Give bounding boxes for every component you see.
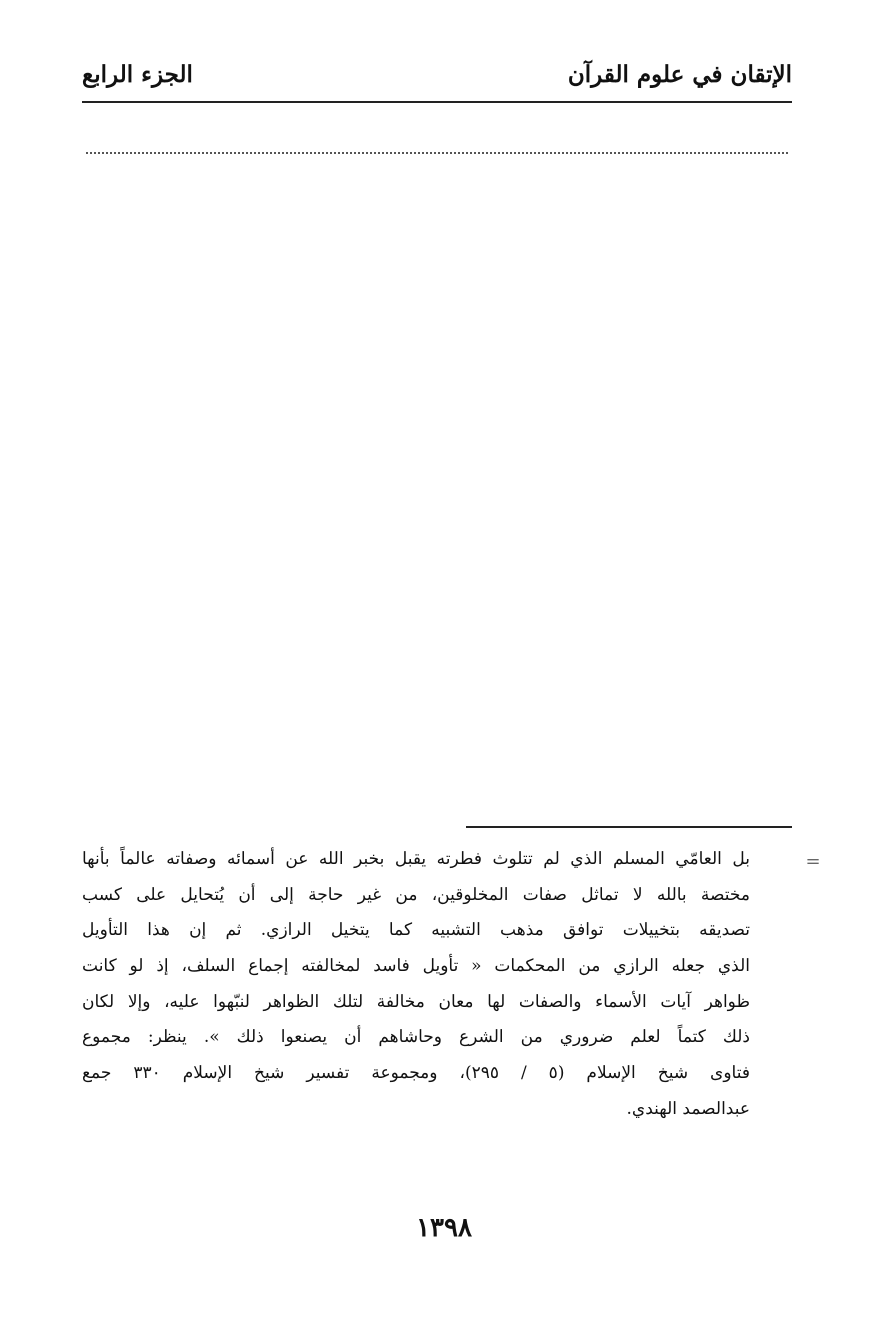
book-title: الإتقان في علوم القرآن [567,61,792,88]
header-rule [82,101,792,103]
footnote-line: الذي جعله الرازي من المحكمات « تأويل فاسد لمخالفته إجماع السلف، إذ لو كانت [82,956,750,977]
footnote-line: ذلك كتماً لعلم ضروري من الشرع وحاشاهم أن يصنعوا ذلك ». ينظر: مجموع [82,1027,750,1048]
footnote-continuation-marker: = [805,851,821,872]
footnote-line: عبدالصمد الهندي. [626,1098,750,1119]
footnote-text [82,842,750,1128]
footnote-line: ظواهر آيات الأسماء والصفات لها معان مخالفة لتلك الظواهر لنبّهوا عليه، وإلا لكان [82,991,750,1012]
volume-label: الجزء الرابع [82,61,193,88]
footnote-rule [466,826,792,828]
footnote-line: مختصة بالله لا تماثل صفات المخلوقين، من غير حاجة إلى أن يُتحايل على كسب [82,884,750,905]
page-number: ١٣٩٨ [416,1213,472,1243]
running-header [82,58,792,98]
dotted-separator [86,152,788,154]
footnote-line: بل العامّي المسلم الذي لم تتلوث فطرته يقبل بخبر الله عن أسمائه وصفاته عالماً بأنها [82,849,750,869]
footnote-line: فتاوى شيخ الإسلام (٥ / ٢٩٥)، ومجموعة تفسير شيخ الإسلام ٣٣٠ جمع [82,1063,750,1084]
footnote-line: تصديقه بتخييلات توافق مذهب التشبيه كما يتخيل الرازي. ثم إن هذا التأويل [82,920,750,941]
